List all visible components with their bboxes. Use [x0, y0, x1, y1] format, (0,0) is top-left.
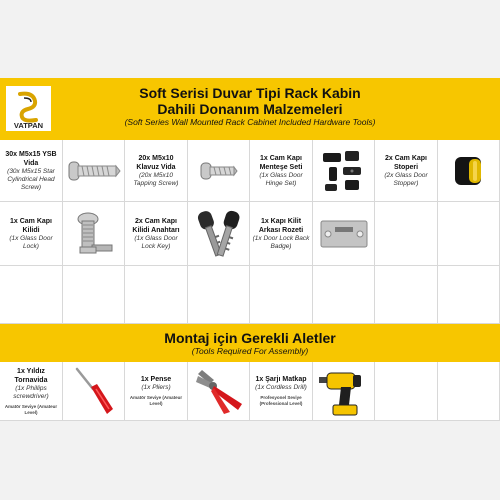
tool-item-text — [250, 362, 313, 421]
tool-item-desc: (1x Pliers) — [141, 384, 171, 391]
empty-cell — [375, 202, 438, 266]
hardware-item-desc: (20x M5x10 Tapping Screw) — [133, 171, 179, 187]
tools-band — [0, 324, 500, 362]
hardware-item-desc: (30x M5x15 Star Cylindrical Head Screw) — [7, 167, 55, 191]
hardware-item-name: 2x Cam Kapı Kilidi Anahtarı — [132, 217, 180, 234]
tool-item-name: 1x Pense — [140, 376, 172, 383]
tool-item-text — [0, 362, 63, 421]
hardware-item-name: 1x Cam Kapı Kilidi — [9, 217, 53, 234]
screw-icon — [67, 156, 121, 186]
logo-text: VATPAN — [13, 121, 44, 130]
empty-cell — [438, 202, 500, 266]
hardware-item-text — [375, 140, 438, 202]
vatpan-logo — [6, 86, 51, 131]
hardware-item-text — [0, 202, 63, 266]
screwdriver-icon — [69, 365, 119, 417]
tool-item-text — [125, 362, 188, 421]
hardware-item-name: 20x M5x10 Klavuz Vida — [136, 154, 176, 171]
hardware-item-image — [313, 140, 375, 202]
tool-item-image — [188, 362, 250, 421]
empty-cell — [63, 266, 125, 324]
hardware-item-image — [188, 202, 250, 266]
cordless-drill-icon — [317, 365, 371, 417]
hardware-item-text — [250, 202, 313, 266]
hardware-item-name: 1x Kapı Kilit Arkası Rozeti — [258, 217, 304, 234]
hinge-set-icon — [319, 147, 369, 195]
header-title-line1: Soft Serisi Duvar Tipi Rack Kabin — [139, 85, 361, 101]
empty-cell — [125, 266, 188, 324]
pliers-icon — [192, 368, 246, 414]
hardware-item-desc: (1x Glass Door Lock) — [9, 234, 53, 250]
hardware-item-text — [0, 140, 63, 202]
hardware-item-image — [438, 140, 500, 202]
door-lock-icon — [72, 209, 116, 259]
hardware-item-text — [125, 140, 188, 202]
tapping-screw-icon — [199, 159, 239, 183]
empty-cell — [313, 266, 375, 324]
tool-item-desc: (1x Phillips screwdriver) — [13, 384, 49, 400]
tool-item-image — [63, 362, 125, 421]
header-subtitle: (Soft Series Wall Mounted Rack Cabinet Included Hardware Tools) — [124, 117, 376, 127]
door-stopper-icon — [449, 151, 489, 191]
hardware-item-image — [63, 140, 125, 202]
hardware-item-text — [125, 202, 188, 266]
tool-item-level: Profesyonel Seviye (Professional Level) — [259, 395, 303, 406]
tool-item-level: Amatör Seviye (Amateur Level) — [4, 403, 58, 415]
tool-item-desc: (1x Cordless Drill) — [255, 384, 307, 391]
hardware-item-name: 30x M5x15 YSB Vida — [5, 150, 57, 167]
empty-cell — [438, 266, 500, 324]
empty-cell — [0, 266, 63, 324]
hardware-item-image — [313, 202, 375, 266]
empty-cell — [375, 266, 438, 324]
tool-item-name: 1x Yıldız Tornavida — [14, 367, 48, 384]
hardware-item-text — [250, 140, 313, 202]
hardware-item-desc: (1x Glass Door Lock Key) — [134, 234, 178, 250]
empty-cell — [188, 266, 250, 324]
header-title-line2: Dahili Donanım Malzemeleri — [157, 101, 343, 117]
hardware-item-desc: (2x Glass Door Stopper) — [384, 171, 428, 187]
vatpan-logo-icon — [6, 86, 51, 131]
hardware-item-desc: (1x Glass Door Hinge Set) — [259, 171, 303, 187]
lock-key-icon — [194, 206, 244, 262]
hardware-item-name: 1x Cam Kapı Menteşe Seti — [259, 154, 303, 171]
tool-item-level: Amatör Seviye (Amateur Level) — [129, 395, 183, 406]
hardware-item-desc: (1x Door Lock Back Badge) — [252, 234, 310, 250]
header-band — [0, 78, 500, 140]
tool-item-image — [313, 362, 375, 421]
back-badge-icon — [319, 219, 369, 249]
empty-cell — [438, 362, 500, 421]
hardware-item-image — [63, 202, 125, 266]
tools-subtitle: (Tools Required For Assembly) — [191, 346, 309, 356]
tool-item-name: 1x Şarjı Matkap — [255, 376, 307, 383]
empty-cell — [250, 266, 313, 324]
empty-cell — [375, 362, 438, 421]
hardware-item-name: 2x Cam Kapı Stoperi — [384, 154, 428, 171]
tools-title: Montaj için Gerekli Aletler — [164, 330, 336, 346]
hardware-item-image — [188, 140, 250, 202]
